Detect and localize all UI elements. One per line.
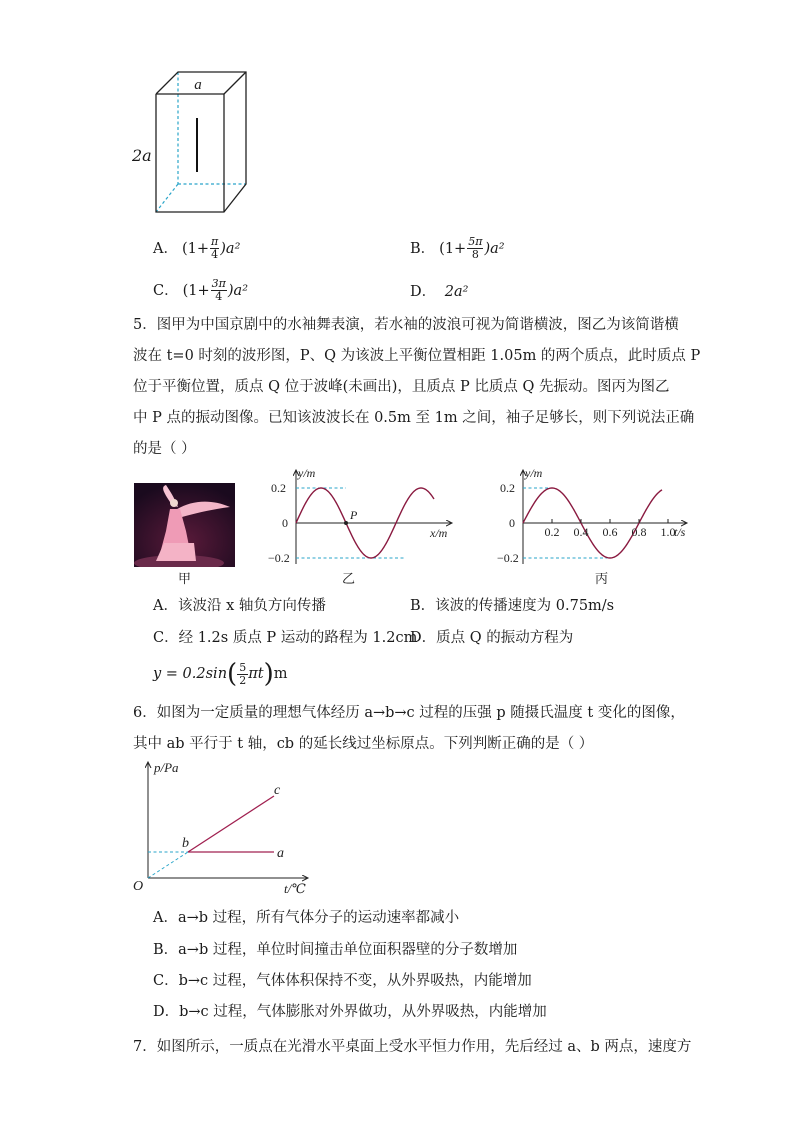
q7-stem: 7．如图所示，一质点在光滑水平桌面上受水平恒力作用，先后经过 a、b 两点，速度方 <box>133 1039 692 1055</box>
box-top-label: a <box>194 77 202 93</box>
bing-origin: 0 <box>509 516 515 530</box>
q6-option-b[interactable]: B．a→b 过程，单位时间撞击单位面积器壁的分子数增加 <box>153 942 518 958</box>
fraction: $\frac{\pi}{4}$ <box>211 235 219 261</box>
yi-y-axis-label: y/m <box>298 466 316 480</box>
bing-y-top: 0.2 <box>500 481 515 495</box>
bing-tick-label: 0.8 <box>631 525 647 539</box>
q4-option-d[interactable]: D． 2a² <box>410 284 469 300</box>
fraction: $\frac{3\pi}{4}$ <box>211 277 226 303</box>
pt-point-a: a <box>277 846 284 861</box>
bing-tick-label: 1.0 <box>660 525 676 539</box>
box-side-label: 2a <box>132 146 152 165</box>
pt-y-axis-label: p/Pa <box>154 760 179 775</box>
yi-y-bottom: −0.2 <box>268 551 290 565</box>
yi-point-p: P <box>350 508 358 522</box>
water-sleeve-dance-photo <box>134 483 235 567</box>
q5-option-b[interactable]: B．该波的传播速度为 0.75m/s <box>410 598 615 614</box>
q6-option-c[interactable]: C．b→c 过程，气体体积保持不变，从外界吸热，内能增加 <box>153 973 532 989</box>
bing-tick-label: 0.2 <box>544 525 560 539</box>
q5-option-d[interactable]: D．质点 Q 的振动方程为 <box>410 630 574 646</box>
fig-yi-caption: 乙 <box>342 572 356 587</box>
bing-y-axis-label: y/m <box>525 466 543 480</box>
bing-x-axis-label: t/s <box>674 525 686 539</box>
q6-stem: 6．如图为一定质量的理想气体经历 a→b→c 过程的压强 p 随摄氏温度 t 变化的图像， 其中 ab 平行于 t 轴，cb 的延长线过坐标原点。下列判断正确的是（ ） <box>133 705 685 752</box>
pt-origin: O <box>133 879 144 894</box>
wave-graph-yi <box>268 464 458 580</box>
pt-point-b: b <box>182 836 189 851</box>
pt-x-axis-label: t/℃ <box>284 881 306 896</box>
q6-option-a[interactable]: A．a→b 过程，所有气体分子的运动速率都减小 <box>153 910 460 926</box>
box-figure <box>128 66 258 222</box>
q4-option-a[interactable]: A． (1+ $\frac{\pi}{4}$ )a² <box>153 235 241 261</box>
q5-option-a[interactable]: A．该波沿 x 轴负方向传播 <box>153 598 326 614</box>
yi-x-axis-label: x/m <box>430 526 448 540</box>
yi-origin: 0 <box>282 516 288 530</box>
q4-option-b[interactable]: B． (1+ $\frac{5\pi}{8}$ )a² <box>410 235 505 261</box>
fraction: $\frac{5\pi}{8}$ <box>468 235 483 261</box>
fig-jia-caption: 甲 <box>178 572 192 587</box>
bing-tick-label: 0.4 <box>573 525 589 539</box>
pt-point-c: c <box>274 783 281 798</box>
fig-bing-caption: 丙 <box>595 572 609 587</box>
yi-y-top: 0.2 <box>271 481 286 495</box>
bing-y-bottom: −0.2 <box>497 551 519 565</box>
q6-option-d[interactable]: D．b→c 过程，气体膨胀对外界做功，从外界吸热，内能增加 <box>153 1004 547 1020</box>
p-t-graph <box>128 756 318 896</box>
q5-stem: 5．图甲为中国京剧中的水袖舞表演，若水袖的波浪可视为简谐横波，图乙为该简谐横 波在 t=0 时刻的波形图，P、Q 为该波上平衡位置相距 1.05m 的两个质点，此时质点 P 位于平衡位置，质点 Q 位于波峰(未画出)，且质点 P 比质点 Q 先振动。图丙为图乙 中 P 点的振动图像。已知该波波长在 0.5m 至 1m 之间，袖子足够长，则下列说法正确 的是（ ） <box>133 317 701 457</box>
q5-option-c[interactable]: C．经 1.2s 质点 P 运动的路程为 1.2cm <box>153 630 418 646</box>
bing-tick-label: 0.6 <box>602 525 618 539</box>
q5-option-d-equation: y = 0.2sin ( 5 2 πt ) m <box>153 659 288 689</box>
vibration-graph-bing <box>497 464 697 580</box>
q4-option-c[interactable]: C． (1+ $\frac{3\pi}{4}$ )a² <box>153 277 249 303</box>
